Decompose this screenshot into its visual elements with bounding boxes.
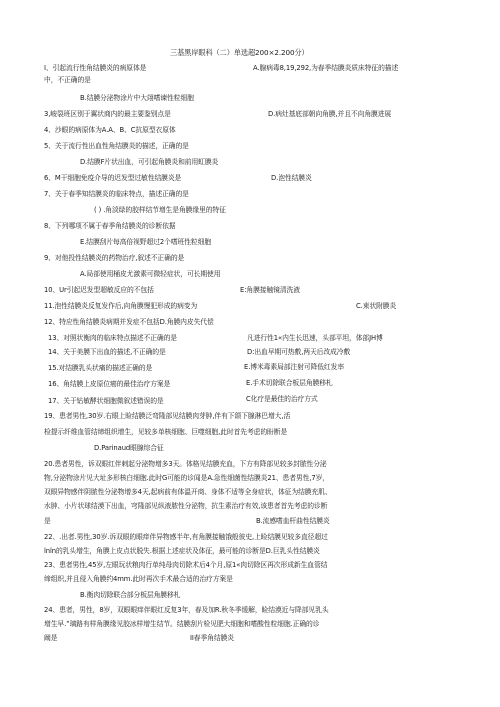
answer-line: ( ) .角淡绿的胶样结节增生是角膜缘里的特征 <box>94 206 226 214</box>
question-line: 19、患者男性,30岁.右眼上睑结膜泛弯隆部见结膜肉芽肿,伴有下颌下腺淋巴增大,活 <box>44 412 291 420</box>
question-line: 14、关于美膜下出血的描述,不正确的是 <box>48 348 166 356</box>
answer-line: D.泡性结膜炎 <box>271 174 312 182</box>
answer-line: B.流感嗜血杆曲性结膜炎 <box>256 517 330 525</box>
question-line: 水肿、小片状球结漠下出血，穹隆部见纵液脓性分泌物，抗生素治疗有效,该患者首先考虑的诊断 <box>44 502 328 510</box>
question-line: 4、沙眼的病原体为A.A、B、C抗原型衣原体 <box>44 126 176 134</box>
answer-line: II春季角结膜炎 <box>190 634 234 642</box>
question-line: 缔组织,并且侵入角膜约4mm.此时再次手术最合适的治疗方案是 <box>44 575 233 583</box>
question-line: 11.泡性结膜炎反复发作后,向角膜慢犯形成的病变为 <box>44 302 198 310</box>
question-line: 中，不正确的是 <box>44 76 91 84</box>
question-line: 物,分泌物涂片见大址多形核白细胞.此时G可能的诊闻是A.急性细菌性结膜炎21、患者男性,7岁， <box>44 474 329 482</box>
answer-line: E.博米毒素局部注射可降低红发率 <box>244 363 345 371</box>
question-line: I、引起流行性角结膜炎的病原体是 <box>44 64 147 72</box>
question-line: 阚是 <box>44 634 58 642</box>
question-line: 9、对他投性结膜炎的药物治疗,叙述不正确的是 <box>44 254 185 262</box>
question-line: 10、Ur引起迟发型超敏反应的不包括 <box>44 286 154 294</box>
question-line: 7、关于春季知结膜炎的临床特点，描述正确的是 <box>44 190 189 198</box>
answer-line: A.腺病毒8,19,292,为春季结膜炎质床特征的描述 <box>253 64 399 72</box>
question-line: 双眼异物感伴阴脓性分泌物增多4天,起病前有体温开商、身体不适等全身症状，体征为结膜充肌、 <box>44 488 332 496</box>
question-line: 是 <box>44 517 51 525</box>
question-line: 13、对照状衡肉的临床特点描述不正确的是 <box>48 334 177 342</box>
question-line: 22、.出者.男性,30岁.诉双眼的眼痒伴异物感半年,有角膜接触饿般彼史,上睑结膜见较多直径超过 <box>44 533 328 541</box>
question-line: 12、特应性角结膜炎病期并发症不包括D.角膜内皮失代偿 <box>44 318 214 326</box>
question-line: 检提示纤维血管结缔组织增生，见较多单核细胞、巨噬细胞,此时首先考虑的盼断是 <box>44 428 288 436</box>
question-line: 17、关于钻敏酵状细胞微叙述错误的是 <box>48 397 164 405</box>
question-line: 8、下列哪项不属于春季角结膜炎的诊断依据 <box>44 222 176 230</box>
question-line: 6、M干细胞免疫介导的迟发型过敏性结膜炎是 <box>44 174 182 182</box>
question-line: 15.对结膜乳头状痛的描述正确的是 <box>48 364 153 372</box>
answer-line: D:出血早期可热敷,两天后改成冷敷 <box>247 348 351 356</box>
answer-line: E.手术切除联合板层角膜移札 <box>246 379 333 387</box>
answer-line: E:角膜接触镜清洗液 <box>240 286 300 294</box>
answer-line: B.结膜分泌物涂片中大翊嗜谏性粒细胞 <box>80 94 194 102</box>
answer-line: 凡进行性1«内生长迅速，头部平坦，体部JH博 <box>247 334 383 342</box>
question-line: 20.患者男性，诉双眼红伴刺起分泌物增多3天。体格见结膜充血，下方有降部见较多封脓性分泌 <box>44 460 327 468</box>
answer-line: D.病灶基底部朝向角膜,并且不向角膜进展 <box>268 110 392 118</box>
question-line: 16、角结膜上皮原位癌的最佳治疗方案是 <box>48 380 171 388</box>
question-line: 增生早.”璃路有样角膜缘见胶冰样增生结节。结膜刮片检见肥大细胞和嗜酸性粒细胞.正确的诊 <box>44 620 320 628</box>
answer-line: C化疗是最佳的治疗方式 <box>246 395 318 403</box>
page-title: 三基黑岸眼科（二）单选超200×2.200分） <box>170 48 309 57</box>
question-line: 23、患者男性,45岁,左眼玩状粮肉行单纯母肉切除术后4个月,原1«肉切除区再次形成新生血管结 <box>44 561 328 569</box>
answer-line: D.结膜F片状出血，可引起角膜炎和前用虹膜炎 <box>80 158 219 166</box>
question-line: 24、患者，男性，8岁，双眼眼痒伴眼红反复3年，春及加R.秋冬季缓解，睑结漠近与降部见乳头 <box>44 606 329 614</box>
question-line: lnln的乳头增生，角膜上皮点状脱失.根据上述症状及体征，最可能的诊断是D.巨乳头性结膜炎 <box>44 547 320 555</box>
answer-line: C.束状附膜炎 <box>356 302 397 310</box>
question-line: 3,峻裂班区别于翼状商内的最主要鉴别点是 <box>44 110 171 118</box>
answer-line: E.结膜刮片每高倍视野超过2个嗜班性粒细胞 <box>80 238 212 246</box>
answer-line: D.Parinaud眼腺综合征 <box>94 444 164 452</box>
question-line: 5、关于流行性出血性角结膜炎的描述，正确的是 <box>44 142 189 150</box>
answer-line: B.衡肉切除联合部分板层角膜移札 <box>80 591 181 599</box>
answer-line: A.局部使用桶皮尤激素可微轻症状，可长期使用 <box>80 270 221 278</box>
